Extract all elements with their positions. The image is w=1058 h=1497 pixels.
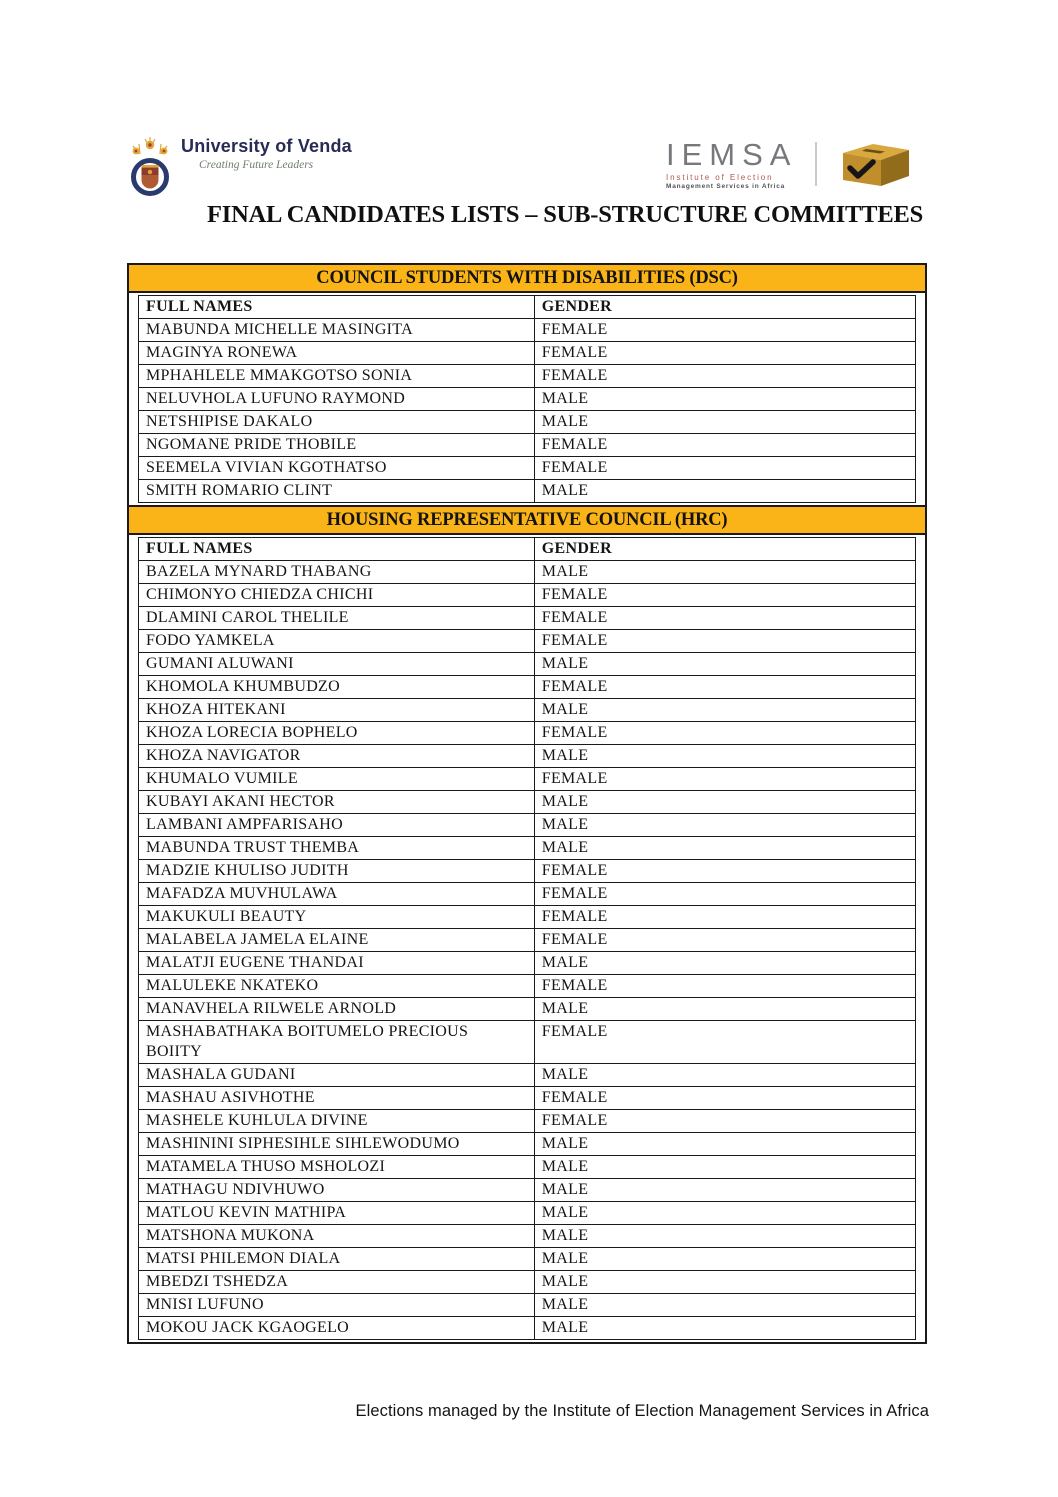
- iemsa-logo: [666, 138, 915, 190]
- table-row: [139, 318, 915, 341]
- candidate-name: MOKOU JACK KGAOGELO: [139, 1317, 535, 1339]
- candidate-gender: MALE: [541, 839, 589, 856]
- candidate-gender: FEMALE: [541, 862, 608, 879]
- candidate-name: MASHAU ASIVHOTHE: [139, 1087, 535, 1109]
- table-row: [139, 1109, 915, 1132]
- candidate-gender: MALE: [541, 747, 589, 764]
- candidate-gender: FEMALE: [541, 931, 608, 948]
- section-heading: HOUSING REPRESENTATIVE COUNCIL (HRC): [129, 505, 925, 535]
- table-row: [139, 836, 915, 859]
- candidate-name: KHOZA LORECIA BOPHELO: [139, 722, 535, 744]
- candidate-gender: MALE: [541, 954, 589, 971]
- candidate-gender: FEMALE: [541, 459, 608, 476]
- table-row: [139, 698, 915, 721]
- table-row: [139, 1178, 915, 1201]
- table-row: [139, 606, 915, 629]
- candidate-name: MATSHONA MUKONA: [139, 1225, 535, 1247]
- candidates-list: [138, 537, 916, 1340]
- candidate-name: KUBAYI AKANI HECTOR: [139, 791, 535, 813]
- candidate-name: MAGINYA RONEWA: [139, 342, 535, 364]
- table-row: [139, 1020, 915, 1063]
- candidate-name: MATLOU KEVIN MATHIPA: [139, 1202, 535, 1224]
- candidate-name: MANAVHELA RILWELE ARNOLD: [139, 998, 535, 1020]
- candidate-gender: MALE: [541, 563, 589, 580]
- candidate-name: MALABELA JAMELA ELAINE: [139, 929, 535, 951]
- candidate-gender: MALE: [541, 1000, 589, 1017]
- table-header-row: [139, 538, 915, 560]
- candidate-gender: FEMALE: [541, 321, 608, 338]
- candidate-name: MAFADZA MUVHULAWA: [139, 883, 535, 905]
- table-row: [139, 675, 915, 698]
- table-row: [139, 479, 915, 502]
- table-header-row: [139, 296, 915, 318]
- table-row: [139, 629, 915, 652]
- candidate-name: CHIMONYO CHIEDZA CHICHI: [139, 584, 535, 606]
- candidate-name: MASHABATHAKA BOITUMELO PRECIOUS BOIITY: [139, 1021, 535, 1063]
- candidate-name: SEEMELA VIVIAN KGOTHATSO: [139, 457, 535, 479]
- candidate-name: FODO YAMKELA: [139, 630, 535, 652]
- candidate-gender: FEMALE: [541, 586, 608, 603]
- table-row: [139, 1155, 915, 1178]
- candidate-name: NGOMANE PRIDE THOBILE: [139, 434, 535, 456]
- candidate-name: MALULEKE NKATEKO: [139, 975, 535, 997]
- candidate-gender: MALE: [541, 482, 589, 499]
- candidate-name: MATSI PHILEMON DIALA: [139, 1248, 535, 1270]
- candidate-gender: FEMALE: [541, 678, 608, 695]
- candidate-name: MAKUKULI BEAUTY: [139, 906, 535, 928]
- candidate-name: MADZIE KHULISO JUDITH: [139, 860, 535, 882]
- candidate-name: NETSHIPISE DAKALO: [139, 411, 535, 433]
- table-row: [139, 456, 915, 479]
- candidate-name: MATAMELA THUSO MSHOLOZI: [139, 1156, 535, 1178]
- table-row: [139, 767, 915, 790]
- iemsa-wordmark: IEMSA: [666, 136, 798, 172]
- candidate-gender: MALE: [541, 1135, 589, 1152]
- candidate-gender: MALE: [541, 1319, 589, 1336]
- candidate-gender: FEMALE: [541, 1023, 608, 1040]
- candidate-gender: FEMALE: [541, 436, 608, 453]
- candidate-gender: FEMALE: [541, 724, 608, 741]
- candidates-list: [138, 295, 916, 503]
- candidate-gender: MALE: [541, 1227, 589, 1244]
- table-row: [139, 560, 915, 583]
- table-row: [139, 974, 915, 997]
- column-header-full-names: FULL NAMES: [139, 296, 535, 318]
- table-row: [139, 1224, 915, 1247]
- candidate-gender: MALE: [541, 1250, 589, 1267]
- candidate-name: MBEDZI TSHEDZA: [139, 1271, 535, 1293]
- candidate-gender: FEMALE: [541, 770, 608, 787]
- table-row: [139, 721, 915, 744]
- candidate-name: KHOZA NAVIGATOR: [139, 745, 535, 767]
- table-row: [139, 1063, 915, 1086]
- candidate-name: KHOZA HITEKANI: [139, 699, 535, 721]
- table-row: [139, 1316, 915, 1339]
- candidate-name: KHOMOLA KHUMBUDZO: [139, 676, 535, 698]
- candidate-gender: FEMALE: [541, 609, 608, 626]
- table-row: [139, 1132, 915, 1155]
- table-row: [139, 387, 915, 410]
- candidate-name: MABUNDA MICHELLE MASINGITA: [139, 319, 535, 341]
- candidate-name: MASHININI SIPHESIHLE SIHLEWODUMO: [139, 1133, 535, 1155]
- table-row: [139, 744, 915, 767]
- table-row: [139, 928, 915, 951]
- candidate-name: MATHAGU NDIVHUWO: [139, 1179, 535, 1201]
- candidate-name: SMITH ROMARIO CLINT: [139, 480, 535, 502]
- univen-crest-icon: [127, 136, 173, 202]
- candidate-gender: MALE: [541, 655, 589, 672]
- iemsa-subtitle-line1: Institute of Election: [666, 172, 774, 182]
- candidate-gender: MALE: [541, 1066, 589, 1083]
- table-row: [139, 790, 915, 813]
- section-heading: COUNCIL STUDENTS WITH DISABILITIES (DSC): [129, 265, 925, 293]
- candidate-gender: FEMALE: [541, 367, 608, 384]
- candidate-name: MALATJI EUGENE THANDAI: [139, 952, 535, 974]
- table-row: [139, 1247, 915, 1270]
- table-row: [139, 905, 915, 928]
- candidate-gender: MALE: [541, 701, 589, 718]
- logo-divider: [815, 142, 817, 186]
- candidate-gender: MALE: [541, 816, 589, 833]
- ballot-box-icon: [833, 138, 915, 190]
- candidate-gender: MALE: [541, 413, 589, 430]
- column-header-full-names: FULL NAMES: [139, 538, 535, 560]
- table-row: [139, 433, 915, 456]
- candidates-table: [127, 263, 927, 1344]
- table-row: [139, 1293, 915, 1316]
- table-row: [139, 882, 915, 905]
- candidate-gender: FEMALE: [541, 908, 608, 925]
- candidate-gender: MALE: [541, 1158, 589, 1175]
- candidate-gender: FEMALE: [541, 632, 608, 649]
- candidate-name: DLAMINI CAROL THELILE: [139, 607, 535, 629]
- candidate-name: MABUNDA TRUST THEMBA: [139, 837, 535, 859]
- candidate-gender: FEMALE: [541, 344, 608, 361]
- table-row: [139, 341, 915, 364]
- page-title: FINAL CANDIDATES LISTS – SUB-STRUCTURE COMMITTEES: [206, 201, 924, 228]
- candidate-gender: FEMALE: [541, 1112, 608, 1129]
- candidate-name: MPHAHLELE MMAKGOTSO SONIA: [139, 365, 535, 387]
- table-row: [139, 410, 915, 433]
- candidate-name: MNISI LUFUNO: [139, 1294, 535, 1316]
- table-row: [139, 1086, 915, 1109]
- table-row: [139, 364, 915, 387]
- univen-wordmark: [181, 136, 352, 171]
- table-row: [139, 1270, 915, 1293]
- univen-tagline: Creating Future Leaders: [199, 159, 314, 171]
- column-header-gender: GENDER: [541, 298, 613, 315]
- candidate-gender: MALE: [541, 1273, 589, 1290]
- table-row: [139, 951, 915, 974]
- candidate-gender: FEMALE: [541, 977, 608, 994]
- candidate-name: KHUMALO VUMILE: [139, 768, 535, 790]
- candidate-gender: MALE: [541, 1296, 589, 1313]
- table-row: [139, 813, 915, 836]
- column-header-gender: GENDER: [541, 540, 613, 557]
- table-row: [139, 583, 915, 606]
- candidate-name: MASHALA GUDANI: [139, 1064, 535, 1086]
- footer-note: Elections managed by the Institute of Election Management Services in Africa: [355, 1402, 929, 1420]
- candidate-name: LAMBANI AMPFARISAHO: [139, 814, 535, 836]
- candidate-name: GUMANI ALUWANI: [139, 653, 535, 675]
- candidate-name: BAZELA MYNARD THABANG: [139, 561, 535, 583]
- table-row: [139, 652, 915, 675]
- candidate-gender: MALE: [541, 390, 589, 407]
- candidate-gender: FEMALE: [541, 885, 608, 902]
- candidate-gender: FEMALE: [541, 1089, 608, 1106]
- univen-logo: [127, 136, 352, 202]
- univen-name: University of Venda: [181, 136, 352, 156]
- candidate-gender: MALE: [541, 1204, 589, 1221]
- table-row: [139, 1201, 915, 1224]
- iemsa-subtitle-line2: Management Services in Africa: [666, 182, 786, 190]
- candidate-name: MASHELE KUHLULA DIVINE: [139, 1110, 535, 1132]
- table-row: [139, 859, 915, 882]
- candidate-gender: MALE: [541, 793, 589, 810]
- candidate-gender: MALE: [541, 1181, 589, 1198]
- candidate-name: NELUVHOLA LUFUNO RAYMOND: [139, 388, 535, 410]
- table-row: [139, 997, 915, 1020]
